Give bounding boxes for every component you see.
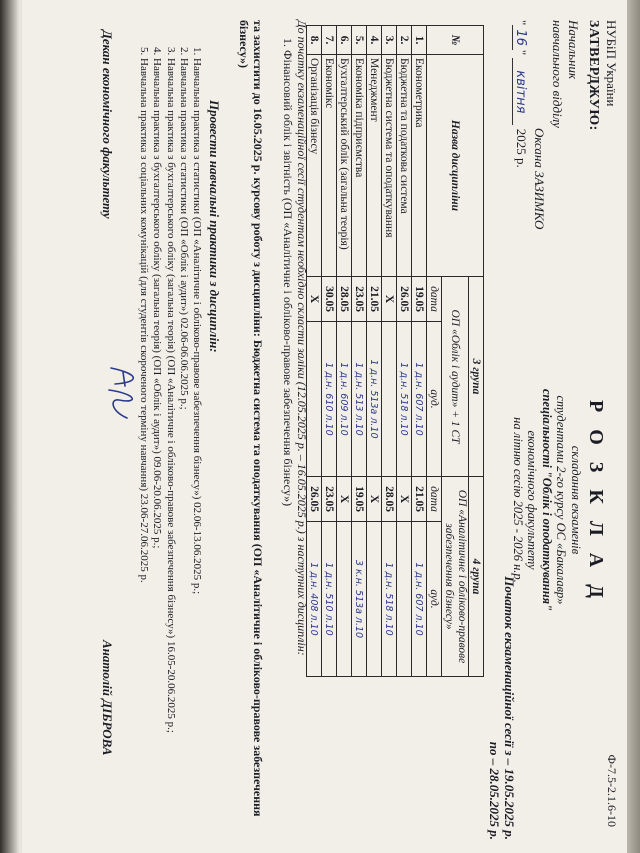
row-group4-date: Х — [397, 477, 412, 522]
group4-date-header: дата — [427, 477, 442, 522]
row-group4-aud: 1 д.н. 408 л.10 — [307, 522, 322, 677]
subtitle-line-1: складання екзаменів — [569, 445, 583, 555]
table-row — [412, 26, 427, 677]
row-group4-aud: 1 д.н. 510 л.10 — [322, 522, 337, 677]
row-group3-date: 23.05 — [352, 277, 367, 322]
row-group4-aud — [337, 522, 352, 677]
document-title: Р О З К Л А Д — [585, 400, 607, 604]
approve-label: ЗАТВЕРДЖУЮ: — [586, 20, 601, 131]
date-year: 2025 р. — [514, 128, 529, 168]
table-row — [397, 26, 412, 677]
group4-aud-header: ауд. — [427, 522, 442, 677]
row-discipline: Економетрика — [412, 55, 427, 277]
row-number: 6. — [337, 26, 352, 55]
row-group3-aud — [382, 322, 397, 477]
row-discipline: Бюджетна та податкова система — [397, 55, 412, 277]
group3-date-header: дата — [427, 277, 442, 322]
group4-header: 4 група — [469, 477, 484, 677]
document-subtitle — [511, 320, 584, 680]
row-group4-date: 26.05 — [307, 477, 322, 522]
row-group3-date: 28.05 — [337, 277, 352, 322]
list-item: 2. Навчальна практика з статистики (ОП «Облік і аудит») 02.06-06.06.2025 р.; — [177, 58, 190, 848]
table-row — [382, 26, 397, 677]
date-month: квітня — [512, 58, 528, 125]
list-item: 3. Навчальна практика з бухгалтерського обліку (загальна теорія) (ОП «Аналітичне і обліково-правове забезпечення бізнесу») 16.05-20.06.2025 р.; — [163, 58, 176, 848]
row-group4-aud: 3 к.н. 513а л.10 — [352, 522, 367, 677]
row-number: 3. — [382, 26, 397, 55]
approval-date — [513, 20, 529, 168]
date-quote-close: " — [514, 49, 529, 56]
list-item: 4. Навчальна практика з бухгалтерського обліку (загальна теорія) (ОП «Облік і аудит») 09.06-20.06.2025 р.; — [150, 58, 163, 848]
group3-program: ОП «Облік і аудит» + 1 СТ — [442, 277, 469, 477]
head-title-1: Начальник — [566, 20, 581, 80]
row-discipline: Бюджетна система та оподаткування — [382, 55, 397, 277]
row-discipline: Бухгалтерський облік (загальна теорія) — [337, 55, 352, 277]
row-group4-aud: 1 д.н. 518 л.10 — [382, 522, 397, 677]
row-discipline: Організація бізнесу — [307, 55, 322, 277]
table-row — [367, 26, 382, 677]
credit-note-item: 1. Фінансовий облік і звітність (ОП «Аналітичне і обліково-правове забезпечення бізнесу») — [281, 38, 295, 507]
row-group4-date: 19.05 — [352, 477, 367, 522]
exam-table — [306, 25, 484, 677]
row-group3-date: 21.05 — [367, 277, 382, 322]
period-end: по – 28.05.2025 р. — [487, 741, 502, 840]
row-group4-aud — [397, 522, 412, 677]
row-group4-date: 23.05 — [322, 477, 337, 522]
row-group4-date: Х — [337, 477, 352, 522]
table-row — [337, 26, 352, 677]
subtitle-line-2: студентами 2-го курсу ОС «Бакалавр» — [554, 395, 569, 605]
row-group4-date: Х — [367, 477, 382, 522]
row-group3-aud: 1 д.н. 607 л.10 — [412, 322, 427, 477]
exam-rows — [307, 26, 427, 677]
form-code: Ф-7.5-2.1.6-10 — [605, 754, 619, 827]
row-group3-date: Х — [382, 277, 397, 322]
col-discipline-header: Назва дисципліни — [427, 55, 484, 277]
row-group3-aud: 1 д.н. 513а л.10 — [367, 322, 382, 477]
subtitle-line-4: економічного факультету — [525, 430, 540, 570]
credit-note — [281, 20, 309, 840]
list-item: 1. Навчальна практика з статистики (ОП «Аналітичне і обліково-правове забезпечення бізнесу») 02.06-13.06.2025 р.; — [190, 58, 203, 848]
credit-note-text: До початку екзаменаційної сесії студентам необхідно скласти заліки (12.05.2025 р. – 16.05.2025 р.) з наступних дисциплін: — [295, 20, 309, 656]
row-discipline: Економіка підприємства — [352, 55, 367, 277]
coursework-note: та захистити до 16.05.2025 р. курсову роботу з дисципліни: Бюджетна система та оподаткування (ОП «Аналітичне і обліково-правове забезпечення бізнесу») — [237, 20, 265, 817]
row-group3-aud: 1 д.н. 609 л.10 — [337, 322, 352, 477]
row-group4-date: 28.05 — [382, 477, 397, 522]
table-row — [352, 26, 367, 677]
row-group3-date: 26.05 — [397, 277, 412, 322]
date-day: 16 — [512, 25, 528, 50]
group3-aud-header: ауд. — [427, 322, 442, 477]
practice-title: Провести навчальні практики з дисциплін: — [207, 100, 222, 353]
row-number: 5. — [352, 26, 367, 55]
session-period — [487, 420, 517, 840]
subtitle-line-3: спеціальності "Облік і оподаткування" — [540, 388, 554, 612]
col-number-header: № — [427, 26, 484, 55]
row-number: 4. — [367, 26, 382, 55]
schedule-document — [22, 0, 627, 853]
dean-title: Декан економічного факультету — [100, 30, 115, 219]
group3-header: 3 група — [469, 277, 484, 477]
row-group3-date: 30.05 — [322, 277, 337, 322]
practice-list — [137, 40, 203, 848]
row-discipline: Менеджмент — [367, 55, 382, 277]
row-group3-date: Х — [307, 277, 322, 322]
head-title-2: навчального відділу — [550, 20, 565, 128]
row-group3-aud: 1 д.н. 518 л.10 — [397, 322, 412, 477]
row-group4-aud: 1 д.н. 607 л.10 — [412, 522, 427, 677]
group4-program: ОП «Аналітичне і обліково-правове забезпечення бізнесу» — [442, 477, 469, 677]
row-group4-date: 21.05 — [412, 477, 427, 522]
signature-icon — [99, 360, 149, 430]
table-row — [322, 26, 337, 677]
dean-name: Анатолій ДІБРОВА — [100, 640, 115, 756]
head-name: Оксана ЗАЗИМКО — [532, 128, 547, 230]
organization-name: НУБіП України — [604, 20, 619, 107]
period-start: Початок екзаменаційної сесії з – 19.05.2025 р. — [502, 576, 517, 840]
row-group3-date: 19.05 — [412, 277, 427, 322]
row-number: 1. — [412, 26, 427, 55]
row-group4-aud — [367, 522, 382, 677]
row-group3-aud: 1 д.н. 513 л.10 — [352, 322, 367, 477]
row-number: 8. — [307, 26, 322, 55]
row-discipline: Економікс — [322, 55, 337, 277]
list-item: 5. Навчальна практика з соціальних комунікацій (для студентів скороченого терміну навчання) 23.06-27.06.2025 р. — [137, 58, 150, 848]
row-number: 7. — [322, 26, 337, 55]
subtitle-line-5: на літню сесію 2025 - 2026 н.р. — [511, 417, 525, 583]
date-quote-open: " — [514, 20, 529, 26]
row-number: 2. — [397, 26, 412, 55]
row-group3-aud: 1 д.н. 610 л.10 — [322, 322, 337, 477]
